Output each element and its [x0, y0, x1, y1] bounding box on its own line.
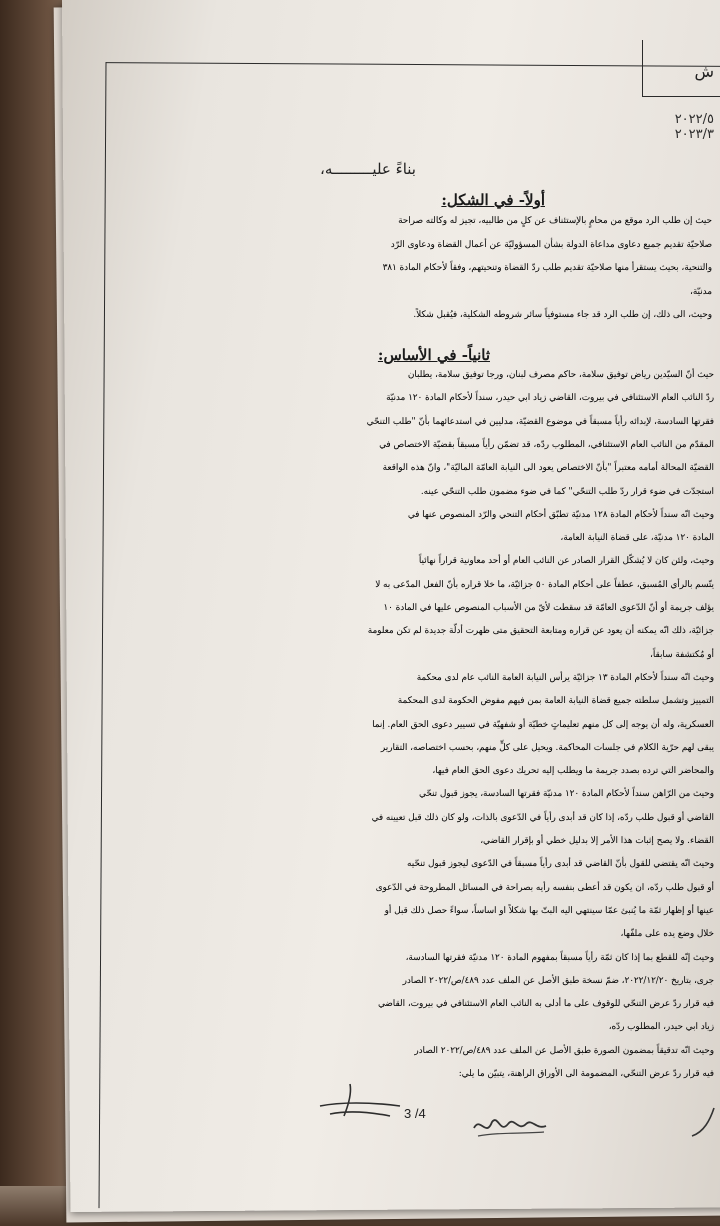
text-line: يبقى لهم حرّية الكلام في جلسات المحاكمة. ويحيل على كلٍّ منهم، بحسب اختصاصه، التقارير	[380, 742, 714, 753]
text-line: أو مُكتشفة سابقاً،	[650, 649, 714, 660]
text-line: مدنيّة،	[690, 286, 712, 297]
text-line: يتّسم بالرأي المُسبق، عطفاً على أحكام المادة ٥٠ جزائيّة، ما خلا قراره بأنّ الفعل المدّعى به لا	[375, 579, 714, 590]
text-line: القضاء. ولا يصح إثبات هذا الأمر إلا بدليل خطي أو بإقرار القاضي،	[480, 836, 714, 846]
text-line: حيث إن طلب الرد موقع من محامٍ بالإستئناف عن كلٍ من طالبيه، تجيز له وكالته صراحة	[398, 216, 712, 226]
text-line: صلاحيّة تقديم جميع دعاوى مداعاة الدولة بشأن المسؤوليّة عن أعمال القضاة ودعاوى الرّد	[390, 239, 712, 250]
text-line: استجدّت في ضوء قرار ردّ طلب التنحّي" كما في ضوء مضمون طلب التنحّي عينه.	[420, 486, 714, 497]
text-line: يؤلف جريمة أو أنّ الدّعوى العامّة قد سقطت لأيّ من الأسباب المنصوص عليها في المادة ١٠	[383, 603, 714, 613]
text-line: فيه قرار ردّ عرض التنحّي، المضمومة الى الأوراق الراهنة، يتبيّن ما يلي:	[458, 1069, 714, 1079]
signature-mark	[300, 1080, 410, 1126]
text-line: وحيث انّه سنداً لأحكام المادة ١٢٨ مدنيّة تطبّق أحكام التنحي والرّد المنصوص عنها في	[407, 509, 714, 520]
header-date-2: ٢٠٢٣/٣	[674, 127, 714, 142]
text-line: المقدّم من النائب العام الاستئنافي، المطلوب ردّه، قد تضمّن رأياً مسبقاً بقضيّة الاختصاص في	[379, 439, 714, 450]
text-line: والتنحية، بحيث يستقرأ منها صلاحيّة تقديم طلب ردّ القضاة وتنحيتهم، وفقاً لأحكام المادة ٣٨١	[382, 263, 712, 273]
text-line: وحيث من الرّاهن سنداً لأحكام المادة ١٢٠ مدنيّة فقرتها السادسة، يجوز قبول تنحّي	[418, 789, 714, 800]
header-date-1: ٢٠٢٢/٥	[674, 112, 714, 127]
text-line: فيه قرار ردّ عرض التنحّي للوقوف على ما أدلى به النائب العام الاستئنافي في بيروت، القاضي	[377, 999, 714, 1010]
text-line: وحيث، ولئن كان لا يُشكّل القرار الصادر عن النائب العام أو أحد معاونية قراراً نهائياً	[418, 556, 714, 567]
text-line: العسكرية، وله أن يوجه إلى كل منهم تعليماتٍ خطيّة أو شفهيّة في تسيير دعوى الحق العام. إنما	[372, 719, 714, 730]
text-line: والمحاضر التي ترده بصدد جريمة ما ويطلب إليه تحريك دعوى الحق العام فيها،	[432, 766, 714, 777]
text-line: المادة ١٢٠ مدنيّة، على قضاة النيابة العامة،	[560, 533, 714, 544]
text-line: جرى، بتاريخ ٢٠٢٢/١٢/٢٠، ضمّ نسخة طبق الأصل عن الملف عدد ٤٨٩/ص/٢٠٢٢ الصادر	[402, 975, 714, 986]
text-line: خلال وضع يده على ملفّها،	[620, 929, 714, 940]
text-line: حيث أنّ السيّدين رياض توفيق سلامة، حاكم مصرف لبنان، ورجا توفيق سلامة، يطلبان	[407, 370, 714, 380]
header-corner-text: ش	[694, 62, 714, 81]
section-basis-heading: ثانياً- في الأساس:	[377, 346, 490, 364]
text-line: وحيث انّه سنداً لأحكام المادة ١٣ جزائيّة يرأس النيابة العامة النائب عام لدى محكمة	[416, 672, 714, 683]
handwritten-signature	[470, 1108, 550, 1142]
text-line: وحيث إنّه للقطع بما إذا كان ثمّة رأياً مسبقاً بمفهوم المادة ١٢٠ مدنيّة فقرتها السادسة،	[405, 952, 714, 963]
text-line: فقرتها السادسة، لإبدائه رأياً مسبقاً في موضوع القضيّة، مدليين في استدعائهما بأنّ "طلب التنحّي	[366, 416, 714, 427]
margin-mark	[684, 1102, 718, 1142]
text-line: أو قبول طلب ردّه، ان يكون قد أعطى بنفسه رأيه بصراحة في المسائل المطروحة في الدّعوى	[375, 882, 714, 893]
document-title: بناءً عليـــــــــه،	[320, 160, 416, 178]
text-line: وحيث انّه يقتضي للقول بأنّ القاضي قد أبدى رأياً مسبقاً في الدّعوى ليجوز قبول تنحّيه	[407, 859, 714, 870]
section-form-heading: أولاً- في الشكل:	[441, 191, 545, 209]
text-line: جزائيّة، ذلك انّه يمكنه أن يعود عن قراره ومتابعة التحقيق متى ظهرت أدلّة جديدة لم تكن معلومة	[367, 626, 714, 637]
text-line: ردّ النائب العام الاستئنافي في بيروت، القاضي زياد ابي حيدر، سنداً لأحكام المادة ١٢٠ مدنيّة	[386, 393, 714, 404]
text-line: وحيث انّه تدقيقاً بمضمون الصورة طبق الأصل عن الملف عدد ٤٨٩/ص/٢٠٢٢ الصادر	[414, 1045, 714, 1056]
text-line: وحيث، الى ذلك، إن طلب الرد قد جاء مستوفياً سائر شروطه الشكلية، فيُقبل شكلاً.	[413, 310, 712, 320]
text-line: القاضي أو قبول طلب ردّه، إذا كان قد أبدى رأياً في الدّعوى بالذات، ولو كان ذلك قبل تعيينه في	[371, 812, 714, 823]
text-line: التمييز وتشمل سلطته جميع قضاة النيابة العامة بمن فيهم مفوض الحكومة لدى المحكمة	[397, 696, 714, 707]
text-line: القضيّة المحالة أمامه معتبراً "بأنّ الاختصاص يعود الى النيابة العامّة الماليّة"، وانّ هذه الواقعة	[382, 463, 714, 474]
text-line: عينها أو إظهار ثمّة ما يُنبئ عمّا سينتهي اليه البتّ بها شكلاً او اساساً، سواءً حصل ذلك قبل أو	[384, 905, 714, 916]
text-line: زياد ابي حيدر، المطلوب ردّه،	[608, 1022, 714, 1033]
page-number: 3 /4	[404, 1106, 426, 1121]
